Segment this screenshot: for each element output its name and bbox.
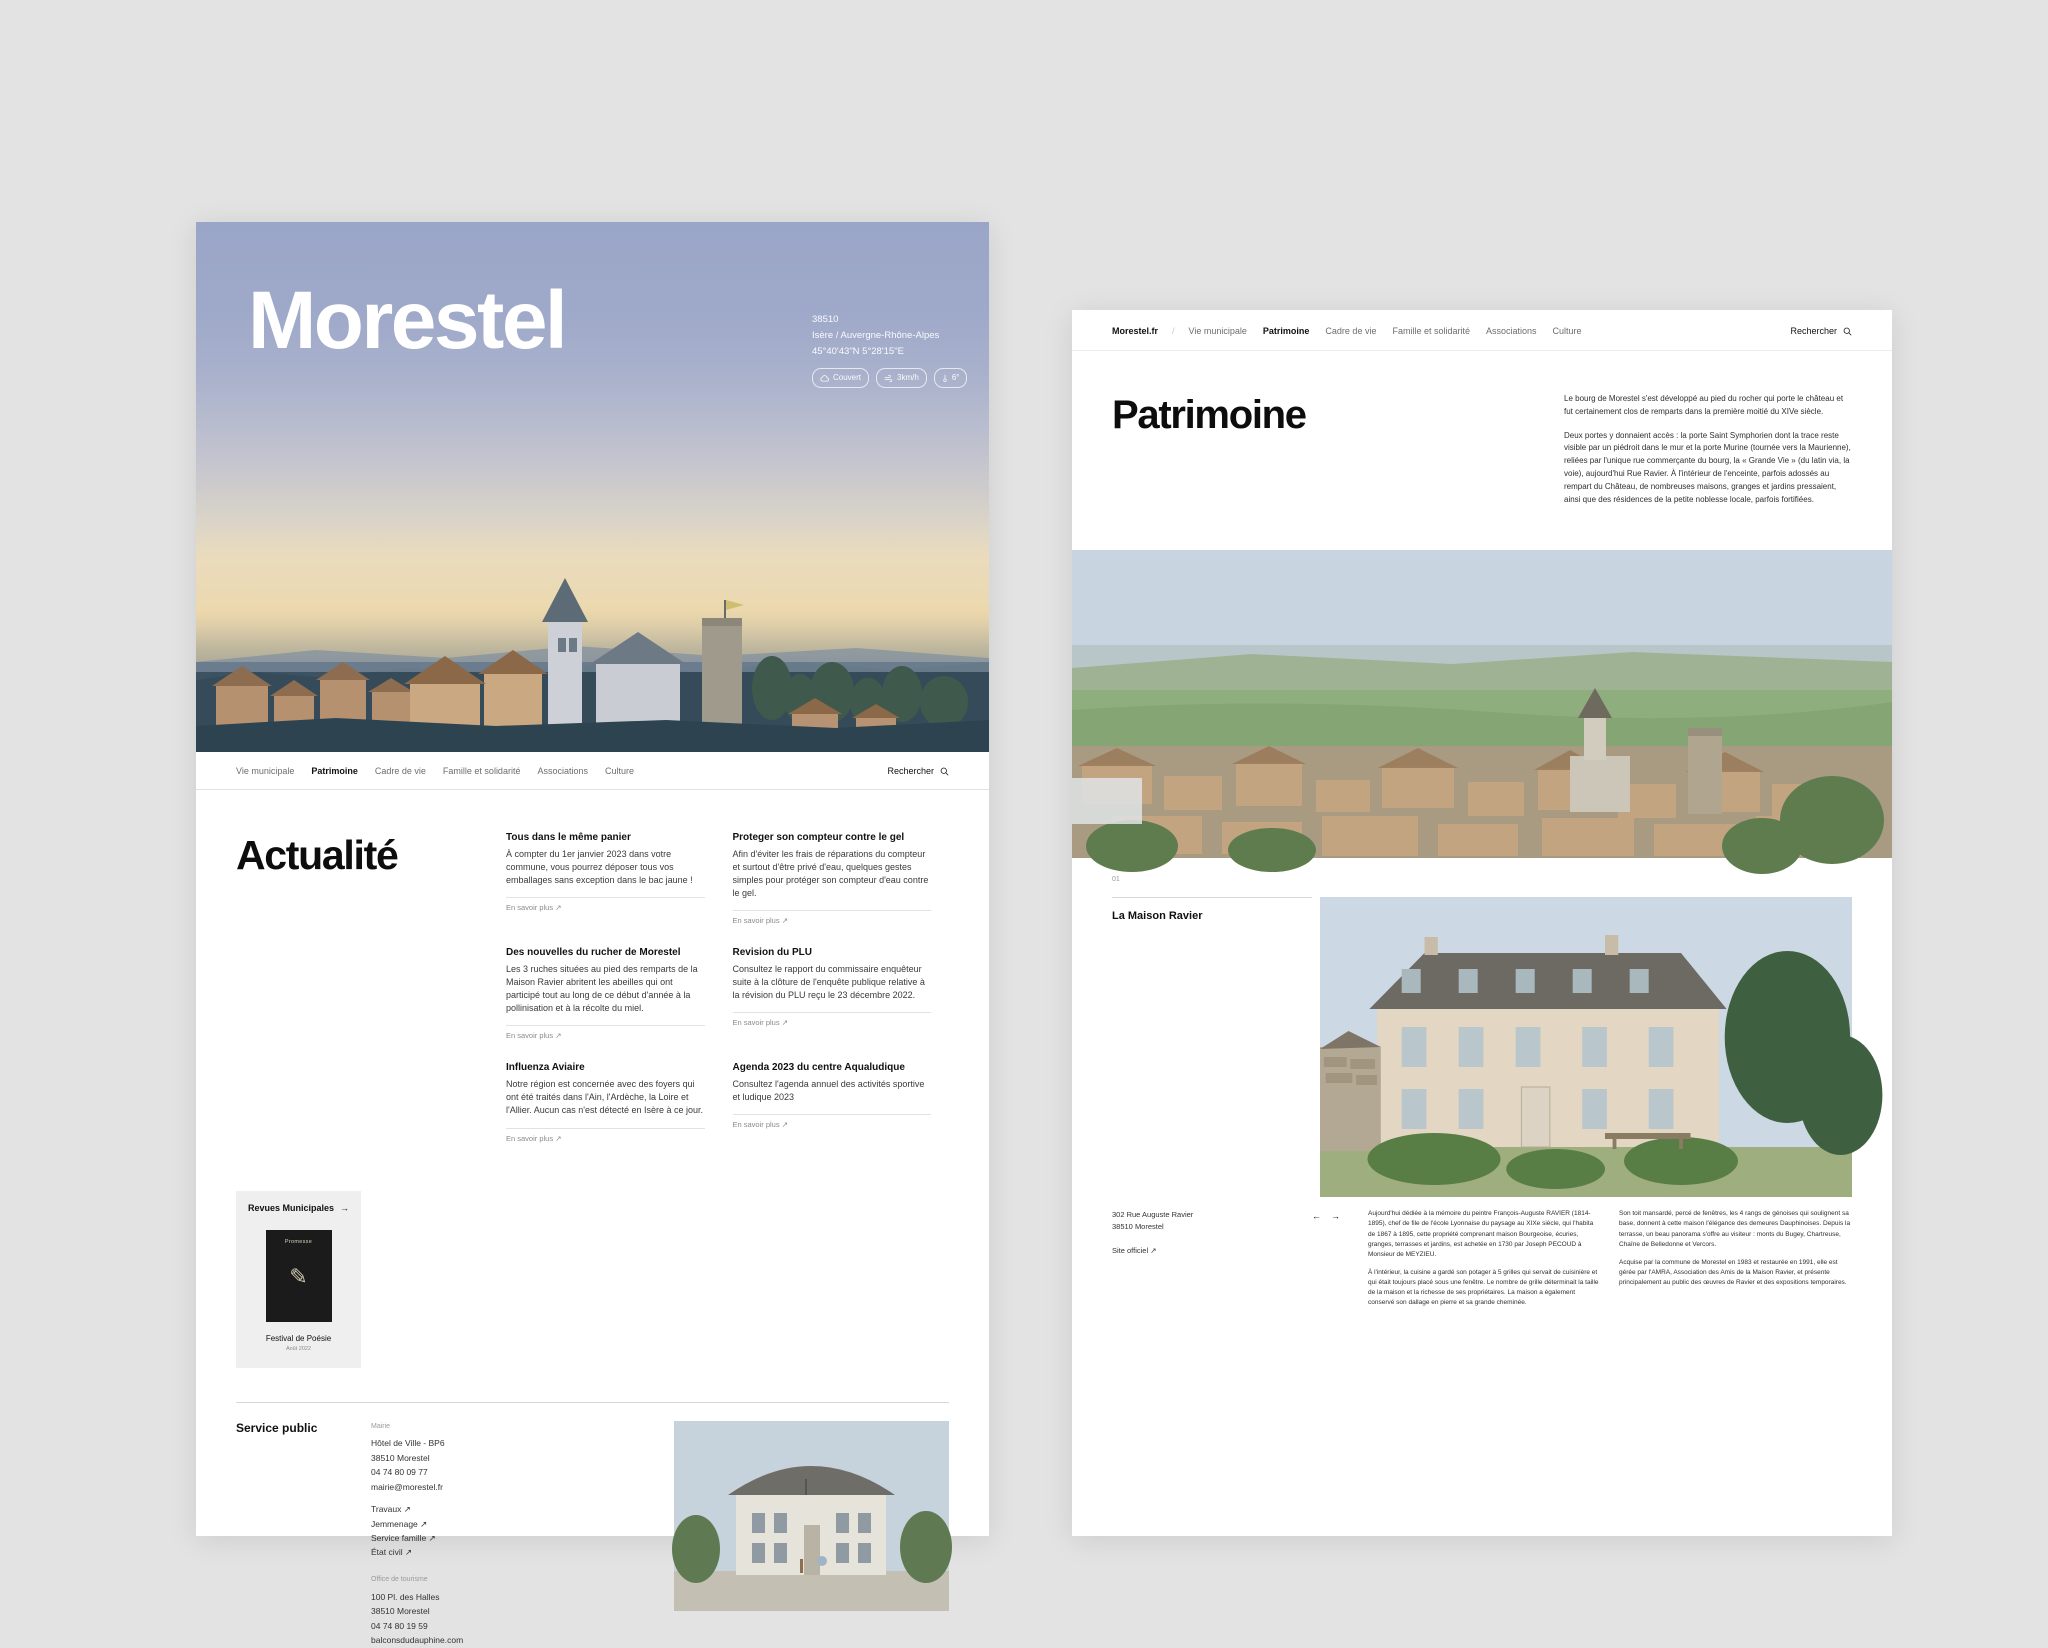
patrimoine-intro xyxy=(1564,393,1852,506)
address-line-1: 302 Rue Auguste Ravier xyxy=(1112,1210,1194,1220)
mairie-label: Mairie xyxy=(371,1422,391,1430)
official-site-link[interactable]: Site officiel ↗ xyxy=(1112,1246,1157,1256)
maison-ravier-section xyxy=(1072,858,1892,1197)
search-label: Rechercher xyxy=(1790,326,1837,336)
news-title: Tous dans le même panier xyxy=(506,832,631,843)
revue-date: Août 2022 xyxy=(285,1345,312,1352)
maison-ravier-row xyxy=(1112,897,1852,1197)
weather-chip-condition xyxy=(812,368,869,388)
revue-cover-art: ✎ xyxy=(289,1263,308,1289)
news-body: Consultez le rapport du commissaire enquêteur suite à la clôture de l'enquête publique relative à la révision du PLU reçu le 23 décembre 2022. xyxy=(732,964,925,1001)
aerial-view-illustration xyxy=(1072,550,1892,858)
search-button[interactable] xyxy=(887,766,949,776)
revues-header xyxy=(248,1203,349,1213)
arrow-right-icon[interactable]: → xyxy=(1331,1211,1340,1222)
carousel-arrows xyxy=(1312,1209,1368,1308)
search-icon xyxy=(1843,327,1852,336)
nav-item-famille-et-solidarite[interactable]: Famille et solidarité xyxy=(442,766,521,776)
revue-cover-image xyxy=(266,1230,332,1322)
text-column-2 xyxy=(1619,1209,1852,1308)
cloud-icon xyxy=(820,375,829,382)
tourisme-address-2: 38510 Morestel xyxy=(371,1606,430,1617)
revues-municipales-card[interactable] xyxy=(236,1191,361,1368)
link-etat-civil[interactable]: État civil ↗ xyxy=(371,1547,413,1558)
news-body: Consultez l'agenda annuel des activités sportive et ludique 2023 xyxy=(732,1079,925,1103)
news-body: Notre région est concernée avec des foyers qui ont été traités dans l'Ain, l'Ardèche, la Loire et l'Allier. Aucun cas n'est détecté en Isère à ce jour. xyxy=(506,1079,704,1116)
nav-item-famille-et-solidarite[interactable]: Famille et solidarité xyxy=(1392,326,1470,336)
town-illustration xyxy=(196,512,989,752)
news-title: Proteger son compteur contre le gel xyxy=(732,832,905,843)
news-card[interactable] xyxy=(506,947,705,1062)
revue-caption: Festival de Poésie xyxy=(265,1333,332,1343)
search-label: Rechercher xyxy=(887,766,934,776)
news-title: Influenza Aviaire xyxy=(506,1062,585,1074)
news-card[interactable] xyxy=(733,1062,932,1164)
maison-ravier-text xyxy=(1368,1209,1852,1308)
patrimoine-page-mockup xyxy=(1072,310,1892,1536)
address-line-2: 38510 Morestel xyxy=(1112,1222,1164,1232)
news-card[interactable] xyxy=(733,947,932,1062)
hero-banner xyxy=(196,222,989,752)
hotel-de-ville-illustration xyxy=(674,1421,949,1611)
home-page-mockup xyxy=(196,222,989,1646)
maison-ravier-footer xyxy=(1072,1197,1892,1308)
news-card[interactable] xyxy=(506,1062,705,1164)
weather-chips xyxy=(812,368,967,388)
patrimoine-nav xyxy=(1072,310,1892,351)
wind-icon xyxy=(884,375,893,382)
nav-item-cadre-de-vie[interactable]: Cadre de vie xyxy=(374,766,426,776)
weather-condition-label: Couvert xyxy=(833,373,862,383)
weather-chip-temperature xyxy=(934,368,968,388)
news-more-link[interactable]: En savoir plus ↗ xyxy=(733,1012,932,1027)
revues-title: Revues Municipales xyxy=(248,1202,335,1213)
home-content xyxy=(196,790,989,1648)
aerial-view-photo xyxy=(1072,550,1892,858)
nav-separator: / xyxy=(1172,326,1175,336)
news-grid xyxy=(506,832,931,1165)
news-more-link[interactable]: En savoir plus ↗ xyxy=(733,910,932,925)
temperature-label: 6° xyxy=(951,373,960,383)
hotel-de-ville-photo xyxy=(674,1421,949,1611)
news-more-link[interactable]: En savoir plus ↗ xyxy=(506,1128,705,1143)
link-jemmenage[interactable]: Jemmenage ↗ xyxy=(371,1518,428,1529)
news-more-link[interactable]: En savoir plus ↗ xyxy=(506,897,705,912)
revue-cover-title: Promesse xyxy=(284,1238,313,1245)
paragraph-1: Aujourd'hui dédiée à la mémoire du peintre François-Auguste RAVIER (1814-1895), chef de file de l'école Lyonnaise du paysage au XIXe siècle, qui l'habita de 1867 à 1895, cette propriété comprenant maison Bourgeoise, écuries, granges, terrasses et jardins, est achetée en 1730 par Joseph PECOUD à Monsieur de MEYZIEU. xyxy=(1368,1210,1594,1258)
paragraph-3: Son toit mansardé, percé de fenêtres, les 4 rangs de génoises qui soulignent sa base, donnent à cette maison l'élégance des demeures Dauphinoises. Depuis la terrasse, un beau panorama s'offre au visiteur : monts du Bugey, Chartreuse, Chaîne de Belledonne et Vercors. xyxy=(1619,1210,1851,1248)
news-body: Les 3 ruches situées au pied des remparts de la Maison Ravier abritent les abeilles qui ont participé tout au long de ce début d'année à la pollinisation et à la récolte du miel. xyxy=(506,964,698,1014)
tourisme-label: Office de tourisme xyxy=(371,1575,428,1583)
nav-item-patrimoine[interactable]: Patrimoine xyxy=(1262,326,1310,336)
mairie-email[interactable]: mairie@morestel.fr xyxy=(371,1481,443,1492)
nav-item-associations[interactable]: Associations xyxy=(537,766,588,776)
mairie-address-1: Hôtel de Ville - BP6 xyxy=(371,1438,445,1449)
maison-ravier-illustration xyxy=(1320,897,1852,1197)
paragraph-2: À l'intérieur, la cuisine a gardé son potager à 5 grilles qui servait de cuisinière et qui était toujours placé sous une fenêtre. Le nombre de grille déterminait la taille de la maison et la richesse de ses propriétaires. La maison a également conservé son dallage en pierre et sa grande cheminée. xyxy=(1368,1268,1599,1306)
mairie-address-2: 38510 Morestel xyxy=(371,1452,430,1463)
arrow-right-icon[interactable]: → xyxy=(340,1202,349,1213)
patrimoine-nav-items xyxy=(1189,326,1582,336)
arrow-left-icon[interactable]: ← xyxy=(1312,1211,1321,1222)
tourisme-phone[interactable]: 04 74 80 19 59 xyxy=(371,1620,428,1631)
search-button[interactable] xyxy=(1790,326,1852,336)
wind-label: 3km/h xyxy=(897,373,919,383)
revues-row xyxy=(236,1191,949,1368)
nav-item-associations[interactable]: Associations xyxy=(1485,326,1537,336)
section-number: 01 xyxy=(1112,876,1120,884)
nav-item-cadre-de-vie[interactable]: Cadre de vie xyxy=(1325,326,1377,336)
news-title: Des nouvelles du rucher de Morestel xyxy=(506,947,681,959)
weather-chip-wind xyxy=(876,368,927,388)
site-title: Morestel xyxy=(248,275,566,366)
nav-item-culture[interactable]: Culture xyxy=(604,766,634,776)
news-body: Afin d'éviter les frais de réparations du compteur et surtout d'être privé d'eau, quelques gestes simples pour protéger son compteur d'eau contre le gel. xyxy=(732,849,929,899)
page-title: Patrimoine xyxy=(1112,393,1306,437)
thermometer-icon xyxy=(942,374,948,382)
actualite-section xyxy=(236,790,949,1165)
nav-item-culture[interactable]: Culture xyxy=(1552,326,1582,336)
postal-code: 38510 xyxy=(812,314,839,325)
service-public-title: Service public xyxy=(236,1420,318,1435)
news-more-link[interactable]: En savoir plus ↗ xyxy=(733,1114,932,1129)
maison-ravier-address xyxy=(1112,1209,1312,1308)
nav-item-vie-municipale[interactable]: Vie municipale xyxy=(1188,326,1247,336)
service-public-section xyxy=(236,1402,949,1648)
search-icon xyxy=(940,767,949,776)
primary-nav xyxy=(196,752,989,790)
page-title: Actualité xyxy=(236,832,398,878)
section-title: La Maison Ravier xyxy=(1112,897,1312,922)
intro-paragraph-1: Le bourg de Morestel s'est développé au pied du rocher qui porte le château et fut certainement clos de remparts dans la première moitié du XIVe siècle. xyxy=(1564,394,1844,416)
region-label: Isère / Auvergne-Rhône-Alpes xyxy=(812,330,940,342)
patrimoine-header xyxy=(1072,351,1892,550)
link-travaux[interactable]: Travaux ↗ xyxy=(371,1504,411,1515)
nav-item-vie-municipale[interactable]: Vie municipale xyxy=(236,766,295,776)
text-column-1 xyxy=(1368,1209,1601,1308)
intro-paragraph-2: Deux portes y donnaient accès : la porte Saint Symphorien dont la trace reste visible par un piédroit dans le mur et la porte Murine (tournée vers la Maurienne), reliées par l'unique rue commerçante du bourg, la « Grande Vie » (du latin via, la voie), aujourd'hui Rue Ravier. À l'intérieur de l'enceinte, parfois adossés au rempart du Château, de nombreuses maisons, granges et jardins pressaient, ainsi que des résidences de la petite noblesse locale, parfois fortifiées. xyxy=(1564,430,1851,504)
maison-ravier-photo xyxy=(1320,897,1852,1197)
mairie-phone[interactable]: 04 74 80 09 77 xyxy=(371,1467,428,1478)
nav-item-patrimoine[interactable]: Patrimoine xyxy=(311,766,358,776)
paragraph-4: Acquise par la commune de Morestel en 1983 et restaurée en 1991, elle est gérée par l'AMRA, Association des Amis de la Maison Ravier, et présente principalement au public des œuvres de Ravier et des expositions temporaires. xyxy=(1619,1258,1847,1286)
mairie-links xyxy=(371,1502,531,1560)
site-brand[interactable]: Morestel.fr xyxy=(1112,326,1159,336)
nav-items xyxy=(236,766,634,776)
link-service-famille[interactable]: Service famille ↗ xyxy=(371,1533,436,1544)
news-card[interactable] xyxy=(506,832,705,947)
news-card[interactable] xyxy=(733,832,932,947)
mairie-block xyxy=(371,1421,531,1648)
coordinates: 45°40'43"N 5°28'15"E xyxy=(812,346,904,358)
hero-meta xyxy=(812,312,967,388)
news-title: Revision du PLU xyxy=(732,947,812,959)
news-body: À compter du 1er janvier 2023 dans votre commune, vous pourrez déposer tous vos emballages sans exception dans le bac jaune ! xyxy=(506,849,693,886)
maison-ravier-left xyxy=(1112,897,1312,1197)
tourisme-website[interactable]: balconsdudauphine.com xyxy=(371,1635,464,1646)
tourisme-address-1: 100 Pl. des Halles xyxy=(371,1591,440,1602)
news-title: Agenda 2023 du centre Aqualudique xyxy=(732,1062,905,1074)
news-more-link[interactable]: En savoir plus ↗ xyxy=(506,1025,705,1040)
